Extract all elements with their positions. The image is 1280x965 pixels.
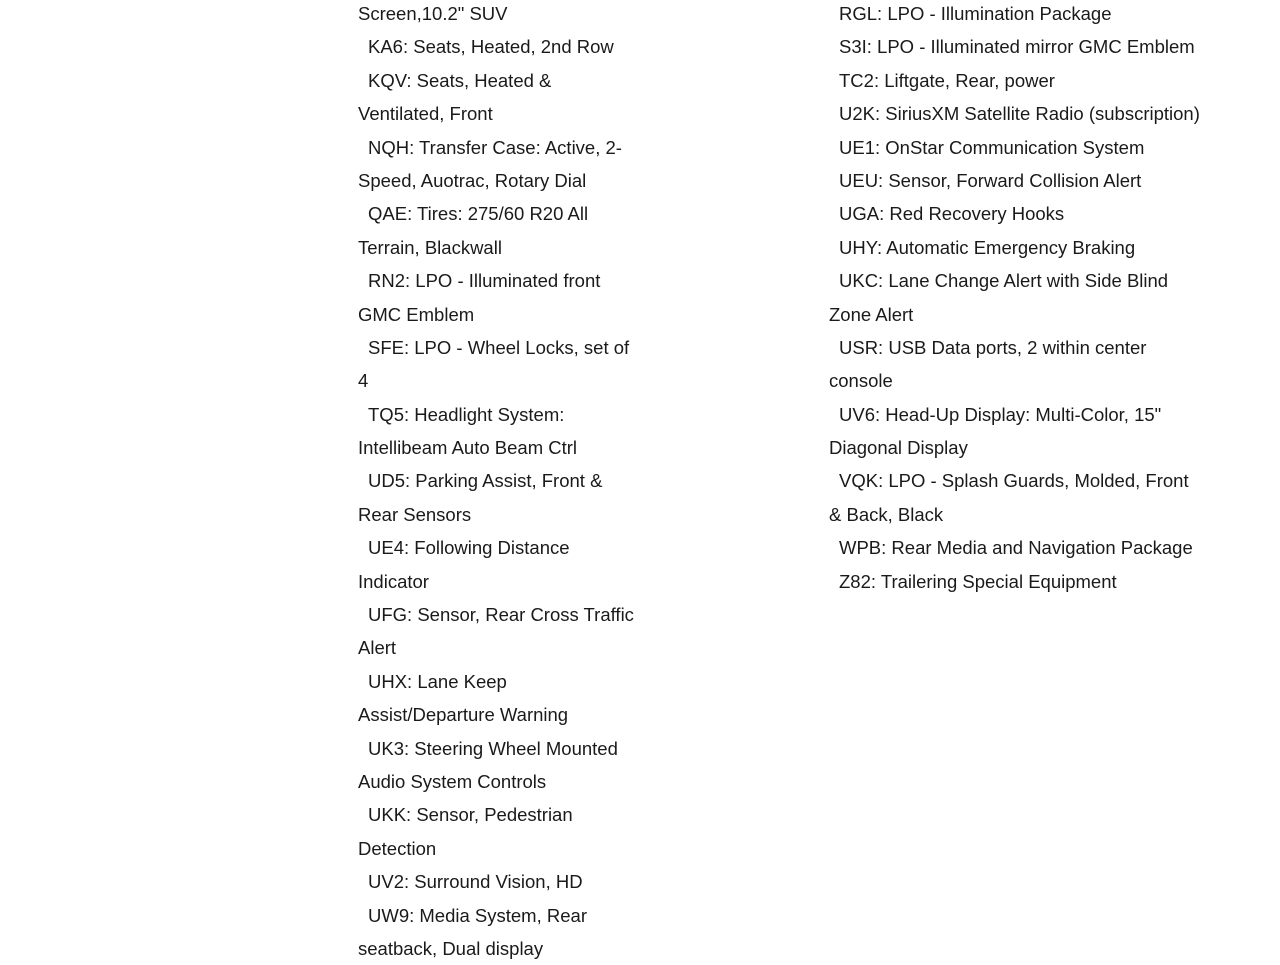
option-line: Diagonal Display <box>829 437 968 459</box>
option-line: Detection <box>358 837 437 859</box>
option-line: UV6: Head-Up Display: Multi-Color, 15" <box>839 403 1162 425</box>
option-line: UKK: Sensor, Pedestrian <box>368 804 573 826</box>
option-line: UW9: Media System, Rear <box>368 904 587 926</box>
option-line: RGL: LPO - Illumination Package <box>839 3 1112 24</box>
option-line: Ventilated, Front <box>358 103 493 125</box>
option-line: Intellibeam Auto Beam Ctrl <box>358 437 578 459</box>
option-line: UE1: OnStar Communication System <box>839 136 1145 158</box>
option-line: Zone Alert <box>829 303 914 325</box>
option-line: Audio System Controls <box>358 770 547 792</box>
option-line: KQV: Seats, Heated & <box>368 69 552 91</box>
option-line: USR: USB Data ports, 2 within center <box>839 336 1147 358</box>
option-line: WPB: Rear Media and Navigation Package <box>839 537 1193 559</box>
option-line: Assist/Departure Warning <box>358 704 569 726</box>
option-line: UHY: Automatic Emergency Braking <box>839 236 1136 258</box>
option-line: UV2: Surround Vision, HD <box>368 871 583 893</box>
option-line: Speed, Auotrac, Rotary Dial <box>358 169 587 191</box>
option-line: Alert <box>358 637 397 659</box>
option-line: seatback, Dual display <box>358 937 544 959</box>
option-line: Rear Sensors <box>358 503 472 525</box>
option-line: QAE: Tires: 275/60 R20 All <box>368 203 589 225</box>
option-line: Screen,10.2" SUV <box>358 3 508 24</box>
option-line: UFG: Sensor, Rear Cross Traffic <box>368 604 634 626</box>
option-line: S3I: LPO - Illuminated mirror GMC Emblem <box>839 36 1195 58</box>
option-line: RN2: LPO - Illuminated front <box>368 270 601 292</box>
option-line: KA6: Seats, Heated, 2nd Row <box>368 36 614 58</box>
option-line: U2K: SiriusXM Satellite Radio (subscription) <box>839 103 1200 125</box>
option-line: SFE: LPO - Wheel Locks, set of <box>368 336 630 358</box>
option-line: UEU: Sensor, Forward Collision Alert <box>839 169 1142 191</box>
option-line: GMC Emblem <box>358 303 475 325</box>
option-line: TQ5: Headlight System: <box>368 403 565 425</box>
option-line: UHX: Lane Keep <box>368 670 507 692</box>
option-line: console <box>829 370 893 392</box>
option-line: & Back, Black <box>829 503 944 525</box>
options-column-left <box>358 0 658 965</box>
option-line: VQK: LPO - Splash Guards, Molded, Front <box>839 470 1189 492</box>
option-line: Terrain, Blackwall <box>358 236 502 258</box>
option-line: TC2: Liftgate, Rear, power <box>839 69 1055 91</box>
options-column-right <box>829 0 1269 598</box>
option-line: NQH: Transfer Case: Active, 2- <box>368 136 622 158</box>
option-line: Z82: Trailering Special Equipment <box>839 570 1117 592</box>
option-line: 4 <box>358 370 369 392</box>
option-line: UE4: Following Distance <box>368 537 570 559</box>
option-line: Indicator <box>358 570 429 592</box>
option-line: UGA: Red Recovery Hooks <box>839 203 1065 225</box>
option-line: UD5: Parking Assist, Front & <box>368 470 603 492</box>
option-line: UK3: Steering Wheel Mounted <box>368 737 618 759</box>
option-line: UKC: Lane Change Alert with Side Blind <box>839 270 1169 292</box>
